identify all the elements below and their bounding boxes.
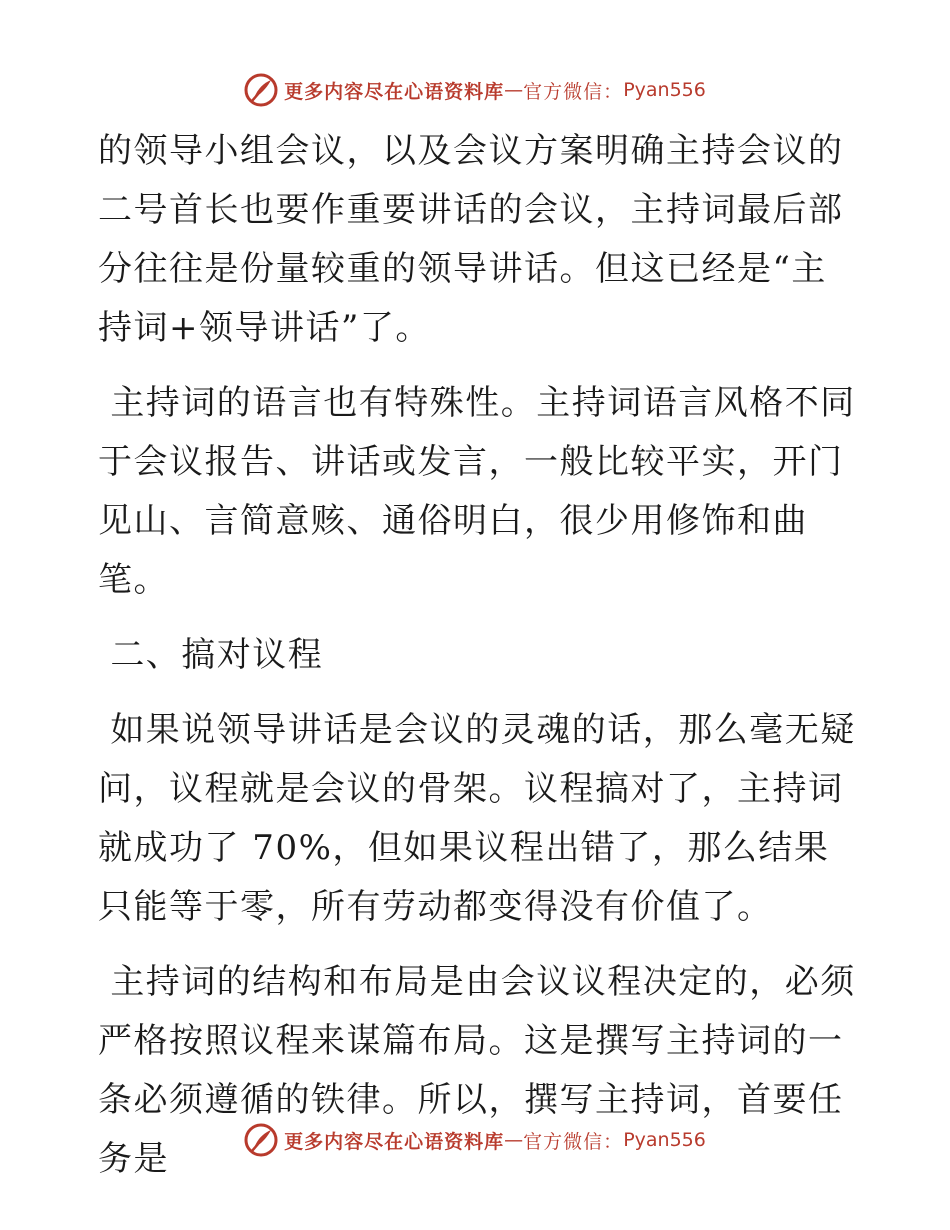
footer-watermark [0, 1120, 950, 1160]
footer-separator: — [504, 1129, 524, 1151]
footer-account: Pyan556 [623, 1129, 706, 1151]
paragraph-4: 主持词的结构和布局是由会议议程决定的，必须严格按照议程来谋篇布局。这是撰写主持词的一条必须遵循的铁律。所以，撰写主持词，首要任务是 [98, 962, 856, 1179]
feather-logo-icon [244, 73, 278, 107]
footer-brand: 更多内容尽在心语资料库 [284, 1130, 505, 1153]
section-heading: 二、搞对议程 [98, 635, 324, 675]
header-brand: 更多内容尽在心语资料库 [284, 80, 505, 103]
header-account: Pyan556 [623, 79, 706, 101]
header-separator: — [504, 79, 524, 101]
document-body [98, 122, 858, 1189]
feather-logo-icon [244, 1123, 278, 1157]
header-watermark [0, 70, 950, 110]
footer-official-label: 官方微信： [523, 1130, 624, 1153]
paragraph-2: 主持词的语言也有特殊性。主持词语言风格不同于会议报告、讲话或发言，一般比较平实，开门见山、言简意赅、通俗明白，很少用修饰和曲笔。 [98, 383, 856, 600]
header-official-label: 官方微信： [523, 80, 624, 103]
paragraph-3: 如果说领导讲话是会议的灵魂的话，那么毫无疑问，议程就是会议的骨架。议程搞对了，主持词就成功了 70%，但如果议程出错了，那么结果只能等于零，所有劳动都变得没有价值了。 [98, 710, 856, 927]
paragraph-1: 的领导小组会议，以及会议方案明确主持会议的二号首长也要作重要讲话的会议，主持词最后部分往往是份量较重的领导讲话。但这已经是“主持词+领导讲话”了。 [98, 131, 844, 348]
